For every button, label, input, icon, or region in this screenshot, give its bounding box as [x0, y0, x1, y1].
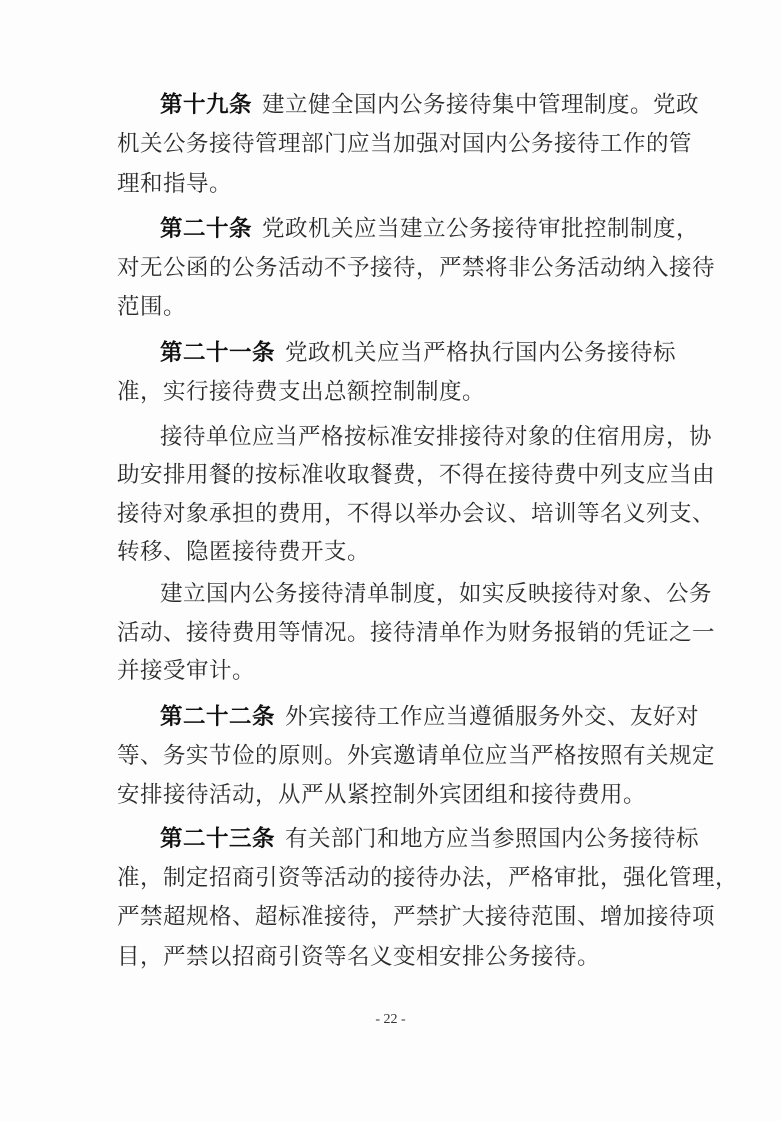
text-line: [160, 579, 713, 609]
article-heading-line: [160, 824, 700, 854]
text-line: [117, 499, 716, 529]
article-number: 第二十二条: [160, 704, 276, 730]
line-text: 党政机关应当严格执行国内公务接待标: [285, 340, 677, 366]
article-heading-line: [160, 214, 700, 244]
text-line: [117, 741, 716, 771]
text-line: [117, 618, 716, 648]
line-text: 准，制定招商引资等活动的接待办法，严格审批，强化管理，: [117, 865, 739, 891]
text-line: [117, 656, 597, 686]
line-text: 严禁超规格、超标准接待，严禁扩大接待范围、增加接待项: [117, 904, 716, 930]
line-text: 接待单位应当严格按标准安排接待对象的住宿用房，协: [160, 424, 713, 450]
line-text: 安排接待活动，从严从紧控制外宾团组和接待费用。: [117, 782, 647, 808]
line-text: 转移、隐匿接待费开支。: [117, 539, 371, 565]
text-line: [117, 902, 716, 932]
line-text: 建立国内公务接待清单制度，如实反映接待对象、公务: [160, 581, 713, 607]
text-line: [117, 537, 597, 567]
line-text: 等、务实节俭的原则。外宾邀请单位应当严格按照有关规定: [117, 743, 716, 769]
text-line: [117, 169, 597, 199]
page-number: - 22 -: [375, 1012, 406, 1027]
line-text: 目，严禁以招商引资等名义变相安排公务接待。: [117, 944, 601, 970]
text-line: [117, 253, 716, 283]
line-text: 有关部门和地方应当参照国内公务接待标: [285, 826, 700, 852]
text-line: [160, 422, 713, 452]
text-line: [117, 460, 716, 490]
text-line: [117, 863, 739, 893]
line-text: 理和指导。: [117, 171, 233, 197]
line-text: 助安排用餐的按标准收取餐费，不得在接待费中列支应当由: [117, 462, 716, 488]
text-line: [117, 292, 597, 322]
article-heading-line: [160, 702, 700, 732]
text-line: [117, 780, 647, 810]
text-line: [117, 377, 597, 407]
line-text: 建立健全国内公务接待集中管理制度。党政: [262, 92, 700, 118]
line-text: 活动、接待费用等情况。接待清单作为财务报销的凭证之一: [117, 620, 716, 646]
line-text: 准，实行接待费支出总额控制制度。: [117, 379, 486, 405]
article-number: 第二十一条: [160, 340, 276, 366]
article-number: 第二十三条: [160, 826, 276, 852]
line-text: 对无公函的公务活动不予接待，严禁将非公务活动纳入接待: [117, 255, 716, 281]
line-text: 机关公务接待管理部门应当加强对国内公务接待工作的管: [117, 131, 693, 157]
text-line: [117, 129, 693, 159]
line-text: 外宾接待工作应当遵循服务外交、友好对: [285, 704, 700, 730]
line-text: 并接受审计。: [117, 658, 256, 684]
line-text: 党政机关应当建立公务接待审批控制制度，: [262, 216, 700, 242]
line-text: 接待对象承担的费用，不得以举办会议、培训等名义列支、: [117, 501, 716, 527]
article-heading-line: [160, 90, 700, 120]
article-number: 第二十条: [160, 216, 253, 242]
text-line: [117, 942, 601, 972]
article-number: 第十九条: [160, 92, 253, 118]
article-heading-line: [160, 338, 677, 368]
line-text: 范围。: [117, 294, 187, 320]
